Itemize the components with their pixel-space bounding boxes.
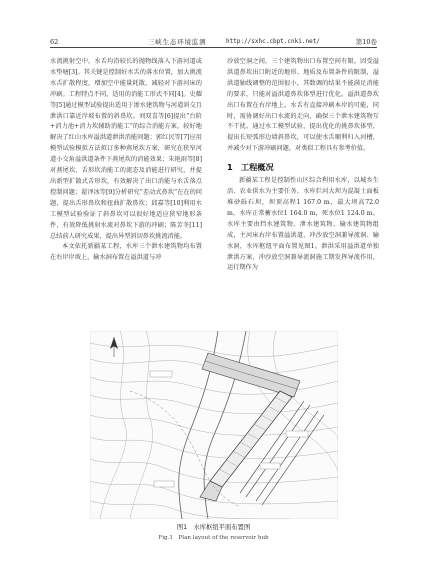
figure-plan-layout bbox=[90, 331, 338, 519]
body-paragraph: 新疆某工程是控制性山区综合利用水库，以城乡生活、农业供水为主要任务。水库拦河大坝为混凝土面板堆砂砾石坝，坝顶高程1 167.0 m，最大坝高72.0 m，水库正常蓄水位1 164.0 m，死水位1 124.0 m。水库主要由挡水建筑物、泄水建筑物、输水建筑物组成，主河床右岸布置溢洪道、冲沙放空洞兼导流洞、输水洞，水库枢纽平面布置见图1。泄洪采用溢洪道单独泄洪方案，冲沙放空洞兼导流洞施工期发挥导流作用，运行期作为 bbox=[227, 177, 379, 272]
body-paragraph: 沙放空洞之间，三个建筑物出口布置空间有限。因受溢洪道鼻坎出口附近的地形、地质及布置条件的限制，溢洪道轴线调整的范围很小，其数调的结果不能满足消能的要求，只能对溢洪道鼻坎体型进行优化。溢洪道鼻坎出口布置在右岸地上，水舌有直接冲刷本岸的可能，同时，需协调好出口水流的走向，确保三个泄水建筑物互不干扰。通过水工模型试验，提出优化的挑鼻坎体型，提出长短弧形边墙斜鼻坎，可以使水舌顺利归入河槽，并减少对下游冲刷问题，对类似工程具有参考价值。 bbox=[227, 58, 379, 153]
left-column bbox=[50, 57, 202, 264]
body-paragraph: 水流挑射空中，水舌均沿较长的抛物线落入下游河道或水垫塘[3]。其关键是控制好水舌的落水位置，加大挑流水舌扩散程度，增加空中能量耗散，减轻对下游河床的冲刷。工程特点不同，适用的消能工形式不同[4]。史耀等[5]通过模型试验提出适用于渗水建筑物与河道斜交且泄洪口靠近岸坡布置的斜鼻坎。刘双喜等[6]提出“台阶+消力池+消力坎辅助消能工”的综合消能方案，较好地解决了红山水库溢洪道泄洪消能问题；郭红民等[7]应用模型试验模拟方法拟订多种燕尾坎方案，研究在狭窄河道小交角溢洪道条件下燕尾坎的消能效果；朱艳雨等[8]对燕尾坎、舌形坎消能工的流态及消能进行研究，并提出新型扩散式舌形坎，有效解决了出口消能与水舌落点控制问题；翟泽冰等[9]分析研究“差动式鼻坎”在在的问题，提出舌形鼻坎和扭曲扩散鼻坎；邱嘉等[10]利用水工模型试验验证了斜鼻坎可以很好地适应狭窄地形条件，有效降低挑射水流对鼻坎下游的冲刷；陈芳冬[11]总结前人研究成果，提出异型斜切鼻坎挑流消能。 bbox=[50, 58, 202, 240]
figure-caption-en: Fig.1 Plan layout of the reservoir hub bbox=[158, 535, 269, 541]
reservoir-plan-drawing bbox=[90, 331, 338, 519]
right-column bbox=[227, 57, 379, 274]
journal-url[interactable]: http://sxhc.cbpt.cnki.net/ bbox=[226, 38, 320, 45]
page-header bbox=[50, 37, 377, 48]
section-heading: 1 工程概况 bbox=[227, 162, 274, 173]
journal-title: 三峡生态环境监测 bbox=[148, 38, 207, 46]
body-paragraph: 本文依托新疆某工程，水库三个泄水建筑物均布置在右岸岸坡上，输水洞布置在溢洪道与冲 bbox=[50, 243, 202, 262]
page-number: 62 bbox=[50, 38, 59, 46]
figure-caption-zh: 图1 水库枢纽平面布置图 bbox=[176, 524, 251, 531]
volume-label: 第10卷 bbox=[355, 38, 377, 46]
